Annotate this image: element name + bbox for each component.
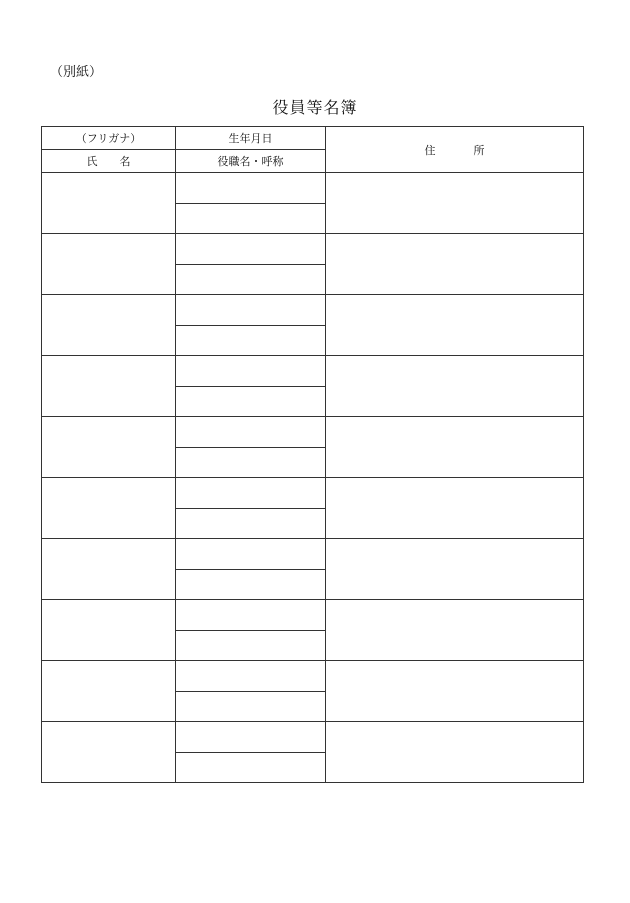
address-cell[interactable] — [326, 173, 584, 234]
header-position: 役職名・呼称 — [176, 150, 326, 173]
position-cell[interactable] — [176, 752, 326, 783]
header-furigana: （フリガナ） — [42, 127, 176, 150]
table-row — [42, 234, 584, 265]
birthdate-cell[interactable] — [176, 661, 326, 692]
position-cell[interactable] — [176, 264, 326, 295]
name-cell[interactable] — [42, 722, 176, 783]
position-cell[interactable] — [176, 325, 326, 356]
position-cell[interactable] — [176, 447, 326, 478]
table-row — [42, 417, 584, 448]
header-address — [326, 127, 584, 173]
address-cell[interactable] — [326, 295, 584, 356]
header-name-part2: 名 — [119, 155, 131, 168]
position-cell[interactable] — [176, 386, 326, 417]
table-row — [42, 600, 584, 631]
address-cell[interactable] — [326, 417, 584, 478]
header-name-part1: 氏 — [86, 155, 98, 168]
name-cell[interactable] — [42, 661, 176, 722]
name-cell[interactable] — [42, 478, 176, 539]
table-row — [42, 539, 584, 570]
header-address-part2: 所 — [473, 143, 485, 157]
name-cell[interactable] — [42, 600, 176, 661]
birthdate-cell[interactable] — [176, 539, 326, 570]
address-cell[interactable] — [326, 356, 584, 417]
name-cell[interactable] — [42, 539, 176, 600]
position-cell[interactable] — [176, 691, 326, 722]
birthdate-cell[interactable] — [176, 417, 326, 448]
header-birthdate: 生年月日 — [176, 127, 326, 150]
name-cell[interactable] — [42, 173, 176, 234]
table-row — [42, 478, 584, 509]
birthdate-cell[interactable] — [176, 600, 326, 631]
table-row — [42, 661, 584, 692]
table-row — [42, 722, 584, 753]
table-row — [42, 295, 584, 326]
position-cell[interactable] — [176, 569, 326, 600]
header-address-part1: 住 — [424, 143, 436, 157]
birthdate-cell[interactable] — [176, 722, 326, 753]
position-cell[interactable] — [176, 203, 326, 234]
header-name — [42, 150, 176, 173]
attachment-label: （別紙） — [50, 65, 103, 80]
table-row — [42, 173, 584, 204]
birthdate-cell[interactable] — [176, 356, 326, 387]
address-cell[interactable] — [326, 539, 584, 600]
name-cell[interactable] — [42, 234, 176, 295]
table-row — [42, 356, 584, 387]
address-cell[interactable] — [326, 722, 584, 783]
name-cell[interactable] — [42, 417, 176, 478]
document-title: 役員等名簿 — [272, 98, 358, 117]
address-cell[interactable] — [326, 661, 584, 722]
name-cell[interactable] — [42, 295, 176, 356]
position-cell[interactable] — [176, 508, 326, 539]
birthdate-cell[interactable] — [176, 478, 326, 509]
position-cell[interactable] — [176, 630, 326, 661]
birthdate-cell[interactable] — [176, 295, 326, 326]
birthdate-cell[interactable] — [176, 173, 326, 204]
officer-register-table — [41, 126, 584, 783]
birthdate-cell[interactable] — [176, 234, 326, 265]
name-cell[interactable] — [42, 356, 176, 417]
address-cell[interactable] — [326, 234, 584, 295]
address-cell[interactable] — [326, 478, 584, 539]
address-cell[interactable] — [326, 600, 584, 661]
